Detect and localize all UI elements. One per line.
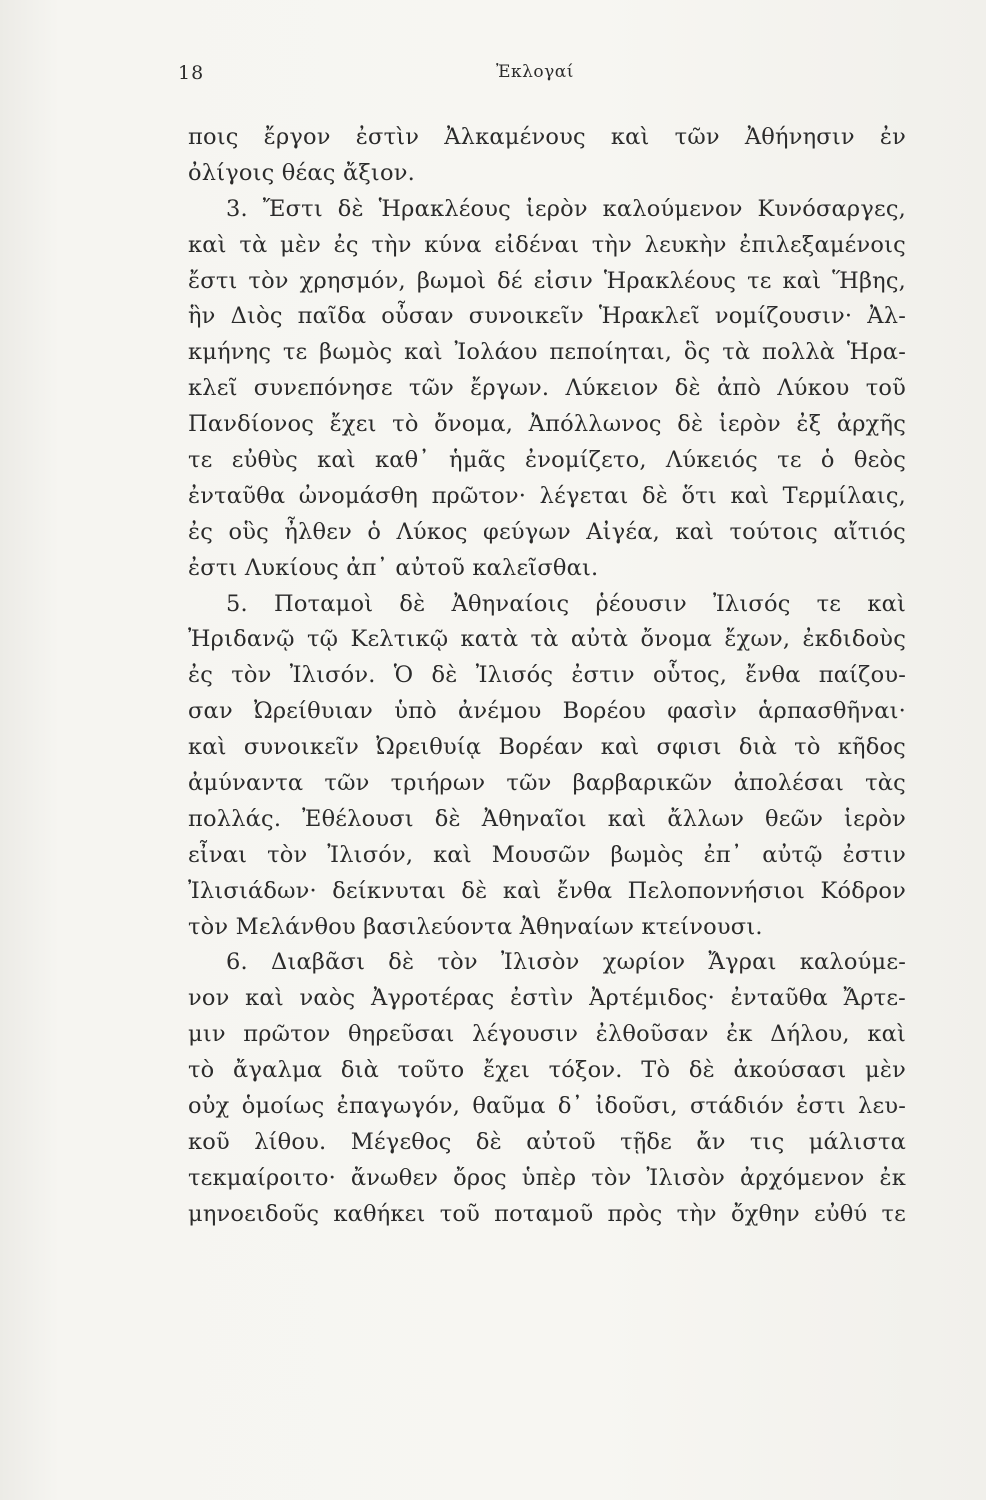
text-line: 3. Ἔστι δὲ Ἡρακλέους ἱερὸν καλούμενον Κυνόσαργες,: [226, 195, 906, 222]
text-line: ἐστι Λυκίους ἀπ᾽ αὐτοῦ καλεῖσθαι.: [188, 554, 599, 581]
body-text: [188, 120, 906, 1233]
text-line: ἀμύναντα τῶν τριήρων τῶν βαρβαρικῶν ἀπολέσαι τὰς: [188, 770, 906, 797]
text-line: οὐχ ὁμοίως ἐπαγωγόν, θαῦμα δ᾽ ἰδοῦσι, στάδιόν ἐστι λευ-: [188, 1093, 906, 1120]
text-line: ὀλίγοις θέας ἄξιον.: [188, 159, 415, 186]
text-line: Πανδίονος ἔχει τὸ ὄνομα, Ἀπόλλωνος δὲ ἱερὸν ἐξ ἀρχῆς: [188, 411, 906, 438]
text-line: τεκμαίροιτο· ἄνωθεν ὄρος ὑπὲρ τὸν Ἰλισὸν ἀρχόμενον ἐκ: [188, 1164, 906, 1191]
text-line: ποις ἔργον ἐστὶν Ἀλκαμένους καὶ τῶν Ἀθήνησιν ἐν: [188, 124, 906, 150]
text-line: ἐς οὓς ἦλθεν ὁ Λύκος φεύγων Αἰγέα, καὶ τούτοις αἴτιός: [188, 518, 906, 545]
text-line: τε εὐθὺς καὶ καθ᾽ ἡμᾶς ἐνομίζετο, Λύκειός τε ὁ θεὸς: [188, 447, 906, 474]
page-header: [178, 62, 896, 92]
text-line: καὶ συνοικεῖν Ὠρειθυίᾳ Βορέαν καὶ σφισι διὰ τὸ κῆδος: [188, 734, 906, 761]
text-line: ἣν Διὸς παῖδα οὖσαν συνοικεῖν Ἡρακλεῖ νομίζουσιν· Ἀλ-: [188, 303, 906, 330]
text-line: εἶναι τὸν Ἰλισόν, καὶ Μουσῶν βωμὸς ἐπ᾽ αὐτῷ ἐστιν: [188, 841, 906, 868]
text-line: ἐνταῦθα ὠνομάσθη πρῶτον· λέγεται δὲ ὅτι καὶ Τερμίλαις,: [188, 482, 906, 509]
text-line: τὸν Μελάνθου βασιλεύοντα Ἀθηναίων κτείνουσι.: [188, 913, 763, 940]
running-title: Ἐκλογαί: [496, 62, 574, 82]
text-line: τὸ ἄγαλμα διὰ τοῦτο ἔχει τόξον. Τὸ δὲ ἀκούσασι μὲν: [188, 1057, 906, 1084]
text-line: πολλάς. Ἐθέλουσι δὲ Ἀθηναῖοι καὶ ἄλλων θεῶν ἱερὸν: [188, 805, 906, 832]
text-line: Ἠριδανῷ τῷ Κελτικῷ κατὰ τὰ αὐτὰ ὄνομα ἔχων, ἐκδιδοὺς: [188, 626, 906, 653]
text-line: καὶ τὰ μὲν ἐς τὴν κύνα εἰδέναι τὴν λευκὴν ἐπιλεξαμένοις: [188, 231, 906, 258]
text-line: νον καὶ ναὸς Ἀγροτέρας ἐστὶν Ἀρτέμιδος· ἐνταῦθα Ἄρτε-: [188, 985, 906, 1012]
text-line: ἔστι τὸν χρησμόν, βωμοὶ δέ εἰσιν Ἡρακλέους τε καὶ Ἥβης,: [188, 267, 906, 294]
text-line: μηνοειδοῦς καθήκει τοῦ ποταμοῦ πρὸς τὴν ὄχθην εὐθύ τε: [188, 1200, 906, 1227]
text-line: ἐς τὸν Ἰλισόν. Ὁ δὲ Ἰλισός ἐστιν οὗτος, ἔνθα παίζου-: [188, 662, 906, 689]
text-line: 6. Διαβᾶσι δὲ τὸν Ἰλισὸν χωρίον Ἄγραι καλούμε-: [226, 949, 906, 976]
page-number: 18: [178, 62, 205, 84]
text-line: κοῦ λίθου. Μέγεθος δὲ αὐτοῦ τῇδε ἄν τις μάλιστα: [188, 1128, 906, 1155]
text-line: σαν Ὠρείθυιαν ὑπὸ ἀνέμου Βορέου φασὶν ἁρπασθῆναι·: [188, 698, 906, 725]
text-line: 5. Ποταμοὶ δὲ Ἀθηναίοις ῥέουσιν Ἰλισός τε καὶ: [226, 590, 906, 617]
text-line: κμήνης τε βωμὸς καὶ Ἰολάου πεποίηται, ὃς τὰ πολλὰ Ἡρα-: [188, 339, 906, 366]
text-line: Ἰλισιάδων· δείκνυται δὲ καὶ ἔνθα Πελοποννήσιοι Κόδρον: [188, 877, 906, 904]
text-line: μιν πρῶτον θηρεῦσαι λέγουσιν ἐλθοῦσαν ἐκ Δήλου, καὶ: [188, 1021, 906, 1048]
text-line: κλεῖ συνεπόνησε τῶν ἔργων. Λύκειον δὲ ἀπὸ Λύκου τοῦ: [188, 375, 906, 402]
